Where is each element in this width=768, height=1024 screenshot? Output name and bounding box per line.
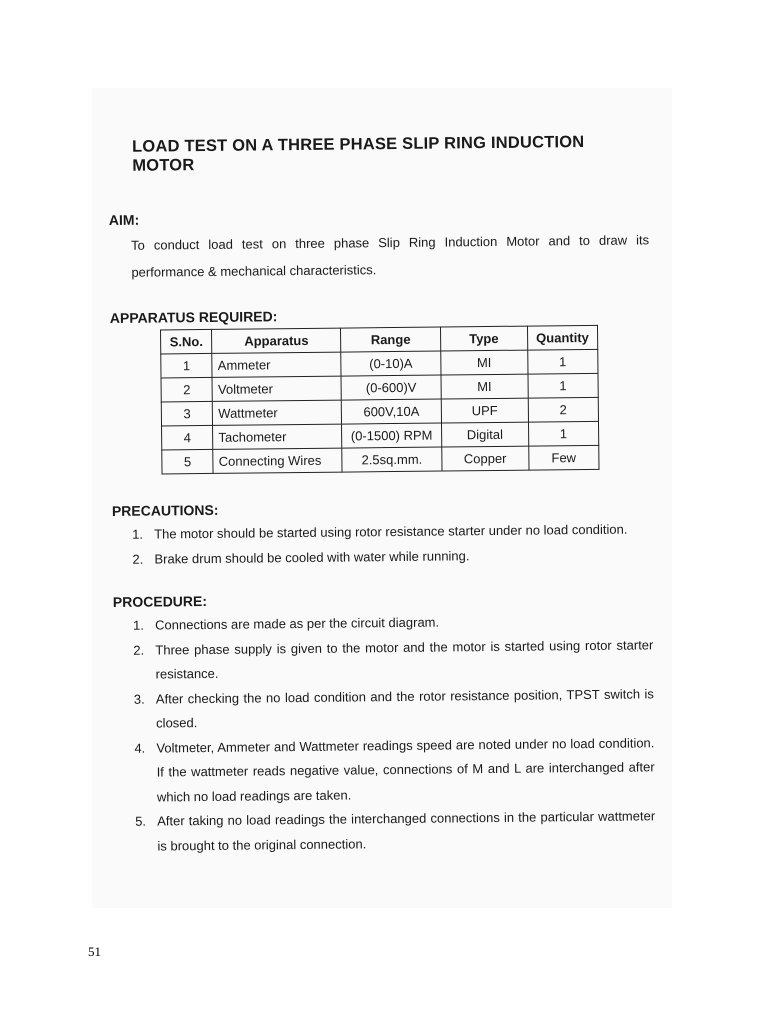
cell-quantity: 2 <box>528 397 598 422</box>
cell-sno: 3 <box>161 401 213 426</box>
list-item <box>135 804 655 858</box>
list-item-number: 1. <box>133 617 145 633</box>
column-header-range: Range <box>341 327 441 352</box>
apparatus-table <box>160 325 599 475</box>
list-item <box>132 542 652 572</box>
cell-sno: 4 <box>162 425 214 450</box>
cell-quantity: Few <box>528 445 598 470</box>
cell-quantity: 1 <box>528 421 598 446</box>
cell-quantity: 1 <box>528 373 598 398</box>
aim-text: To conduct load test on three phase Slip Ring Induction Motor and to draw its performance & mechanical characteristics. <box>131 232 650 280</box>
column-header-apparatus: Apparatus <box>212 328 341 353</box>
column-header-type: Type <box>440 326 527 351</box>
list-item-text: The motor should be started using rotor resistance starter under no load condition. <box>154 521 628 542</box>
list-item-text: Brake drum should be cooled with water while running. <box>154 547 470 567</box>
cell-range: 2.5sq.mm. <box>342 447 442 472</box>
cell-apparatus: Voltmeter <box>212 376 341 401</box>
list-item <box>134 731 655 810</box>
apparatus-heading: APPARATUS REQUIRED: <box>109 308 278 326</box>
list-item-number: 5. <box>135 813 147 829</box>
list-item-number: 4. <box>134 740 146 756</box>
cell-range: 600V,10A <box>341 399 441 424</box>
list-item-number: 2. <box>133 642 145 658</box>
document-content <box>108 132 656 859</box>
precautions-list <box>132 517 652 571</box>
page-number: 51 <box>88 944 101 959</box>
cell-apparatus: Ammeter <box>212 352 341 377</box>
list-item-text: Voltmeter, Ammeter and Wattmeter readings speed are noted under no load condition. If the wattmeter reads negative value, connections of M and L are interchanged after which no load readings are taken. <box>156 734 655 805</box>
cell-apparatus: Wattmeter <box>213 400 342 425</box>
cell-sno: 5 <box>162 449 214 474</box>
list-item-text: After checking the no load condition and the rotor resistance position, TPST switch is closed. <box>155 685 654 731</box>
cell-sno: 2 <box>161 377 213 402</box>
cell-type: Digital <box>441 422 528 447</box>
cell-apparatus: Tachometer <box>213 424 342 449</box>
cell-range: (0-10)A <box>341 351 441 376</box>
procedure-heading: PROCEDURE: <box>112 592 208 610</box>
list-item-text: After taking no load readings the interchanged connections in the particular wattmeter is brought to the original connection. <box>157 808 656 854</box>
cell-range: (0-600)V <box>341 375 441 400</box>
list-item-text: Three phase supply is given to the motor and the motor is started using rotor starter resistance. <box>155 636 654 682</box>
list-item-number: 1. <box>132 526 144 542</box>
list-item-number: 3. <box>133 691 145 707</box>
cell-apparatus: Connecting Wires <box>213 448 342 473</box>
cell-sno: 1 <box>161 353 213 378</box>
cell-type: MI <box>441 374 528 399</box>
list-item-number: 2. <box>132 551 144 567</box>
cell-range: (0-1500) RPM <box>342 423 442 448</box>
list-item <box>133 633 653 687</box>
cell-type: Copper <box>442 446 529 471</box>
cell-type: MI <box>441 350 528 375</box>
list-item <box>134 682 654 736</box>
procedure-list <box>133 608 656 858</box>
column-header-quantity: Quantity <box>527 325 597 350</box>
table-row <box>162 445 599 474</box>
precautions-heading: PRECAUTIONS: <box>111 501 219 519</box>
list-item-text: Connections are made as per the circuit diagram. <box>155 614 440 633</box>
cell-type: UPF <box>441 398 528 423</box>
cell-quantity: 1 <box>527 349 597 374</box>
column-header-sno: S.No. <box>161 329 213 354</box>
aim-heading: AIM: <box>108 211 140 228</box>
document-title: LOAD TEST ON A THREE PHASE SLIP RING INDUCTION MOTOR <box>131 133 585 175</box>
